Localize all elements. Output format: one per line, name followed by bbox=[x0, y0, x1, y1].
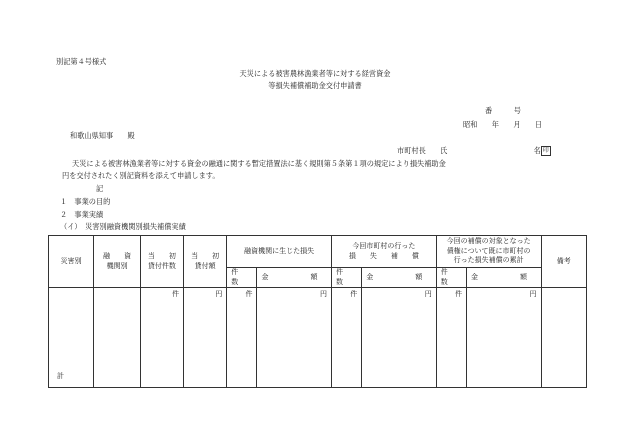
header-disaster: 災害別 bbox=[49, 236, 94, 288]
header-cumulative-line3: 行った損失補償の累計 bbox=[453, 256, 524, 265]
cell-remarks bbox=[541, 288, 586, 388]
body-text-line1: 天災による被害林漁業者等に対する資金の融通に関する暫定措置法に基く規則第５条第１項の規定により損失補助金 bbox=[72, 159, 446, 168]
subheader-comp-count: 件 数 bbox=[331, 268, 361, 288]
ki-label: 記 bbox=[96, 184, 104, 193]
header-current-compensation bbox=[331, 236, 436, 268]
body-text-line2: 円を交付されたく別記資料を添えて申請します。 bbox=[62, 171, 220, 180]
header-remarks: 備考 bbox=[541, 236, 586, 288]
cell-comp-count: 件 bbox=[331, 288, 361, 388]
loss-compensation-table bbox=[48, 235, 587, 388]
header-institution bbox=[94, 236, 140, 288]
header-initial-count-line2: 貸付件数 bbox=[147, 261, 176, 270]
item-purpose: １ 事業の目的 bbox=[60, 197, 111, 206]
date-label: 昭和 年 月 日 bbox=[463, 120, 543, 129]
header-cumulative-line2: 債権について既に市町村の bbox=[446, 246, 531, 255]
header-initial-count-line1: 当 初 bbox=[147, 252, 176, 261]
cell-loss-amount: 円 bbox=[257, 288, 332, 388]
header-initial-amount-line2: 貸付額 bbox=[194, 261, 216, 270]
header-institution-line1: 融 資 bbox=[103, 252, 132, 261]
header-initial-amount bbox=[184, 236, 227, 288]
subheader-comp-amount: 金 額 bbox=[362, 268, 437, 288]
header-initial-count bbox=[140, 236, 183, 288]
document-title-line1: 天災による被害農林漁業者等に対する経営資金 bbox=[239, 69, 391, 78]
cell-cum-amount: 円 bbox=[466, 288, 541, 388]
applicant-label: 市町村長 氏 名 bbox=[397, 146, 541, 155]
cell-comp-amount: 円 bbox=[362, 288, 437, 388]
header-current-compensation-line2: 損 失 補 償 bbox=[348, 251, 419, 260]
document-title-line2: 等損失補償補助金交付申請書 bbox=[268, 81, 362, 90]
cell-initial-amount: 円 bbox=[184, 288, 227, 388]
header-initial-amount-line1: 当 初 bbox=[191, 252, 220, 261]
cell-loss-count: 件 bbox=[227, 288, 257, 388]
total-label: 計 bbox=[49, 288, 94, 388]
form-number: 別記第４号様式 bbox=[56, 57, 107, 66]
cell-cum-count: 件 bbox=[436, 288, 466, 388]
number-label: 番 号 bbox=[485, 106, 521, 115]
addressee: 和歌山県知事 殿 bbox=[70, 131, 135, 140]
table-body-row bbox=[49, 288, 587, 388]
subheader-loss-amount: 金 額 bbox=[257, 268, 332, 288]
applicant-line bbox=[397, 146, 551, 156]
table-header-row bbox=[49, 236, 587, 268]
cell-initial-count: 件 bbox=[140, 288, 183, 388]
subheader-loss-count: 件 数 bbox=[227, 268, 257, 288]
item-results: ２ 事業実績 bbox=[60, 210, 104, 219]
header-institution-loss: 融資機関に生じた損失 bbox=[227, 236, 332, 268]
subheader-cum-amount: 金 額 bbox=[466, 268, 541, 288]
subheader-cum-count: 件 数 bbox=[436, 268, 466, 288]
item-results-sub: （イ） 災害別融資機関別損失補償実績 bbox=[60, 222, 186, 231]
header-institution-line2: 機関別 bbox=[106, 261, 128, 270]
header-cumulative-line1: 今回の補償の対象となった bbox=[446, 237, 531, 246]
seal-mark: 印 bbox=[542, 147, 549, 154]
header-current-compensation-line1: 今回市町村の行った bbox=[352, 242, 416, 251]
cell-institution bbox=[94, 288, 140, 388]
header-cumulative-compensation bbox=[436, 236, 541, 268]
